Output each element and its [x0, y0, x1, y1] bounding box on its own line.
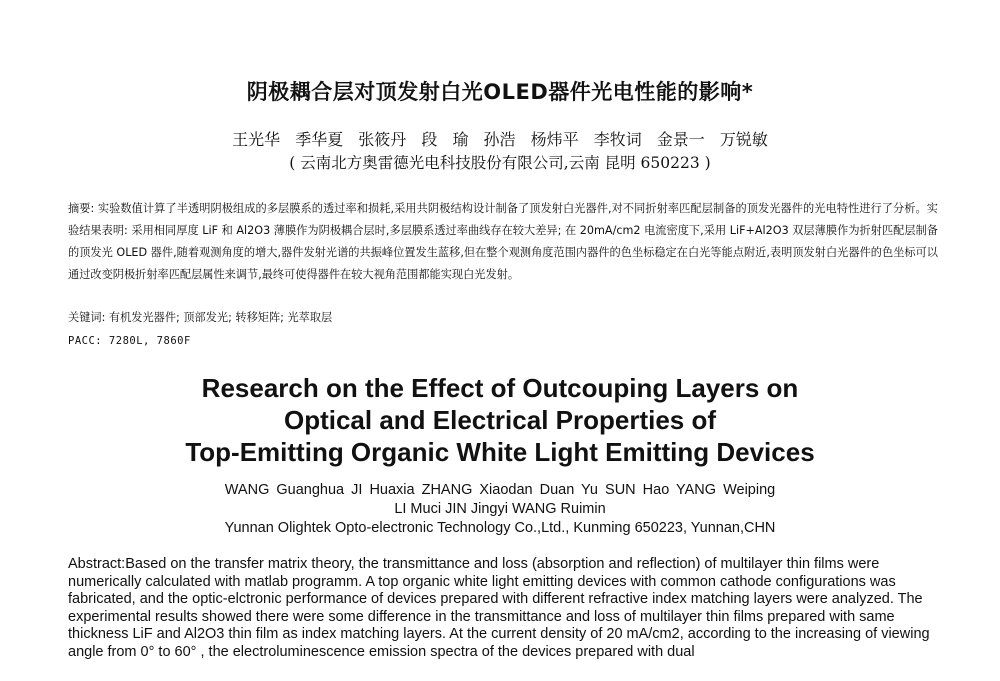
english-abstract: Abstract:Based on the transfer matrix theory, the transmittance and loss (absorption and reflection) of multilayer thin films were numerically calculated with matlab programm. A top organic white light emitting devices with common cathode configurations was fabricated, and the optic-elctronic performance of devices prepared with different refractive index matching layers were analyzed. The experimental results showed there were some difference in the transmittance and loss of multilayer thin films prepared with same thickness LiF and Al2O3 thin film as index matching layers. At the current density of 20 mA/cm2, according to the increasing of viewing angle from 0° to 60° , the electroluminescence emission spectra of the devices prepared with dual: [68, 556, 930, 660]
english-title-line-3: Top-Emitting Organic White Light Emitting Devices: [185, 437, 815, 467]
english-title-line-1: Research on the Effect of Outcouping Layers on: [201, 373, 799, 403]
pacc-codes: PACC: 7280L, 7860F: [68, 335, 191, 347]
english-title: [0, 372, 1000, 468]
english-title-line-2: Optical and Electrical Properties of: [283, 405, 717, 435]
chinese-authors: 王光华 季华夏 张筱丹 段 瑜 孙浩 杨炜平 李牧词 金景一 万锐敏: [232, 130, 768, 149]
english-authors: [0, 481, 1000, 519]
chinese-affiliation: ( 云南北方奥雷德光电科技股份有限公司,云南 昆明 650223 ): [289, 154, 711, 172]
english-authors-line-2: LI Muci JIN Jingyi WANG Ruimin: [394, 501, 606, 517]
english-authors-line-1: WANG Guanghua JI Huaxia ZHANG Xiaodan Duan Yu SUN Hao YANG Weiping: [224, 482, 776, 498]
chinese-abstract: 摘要: 实验数值计算了半透明阴极组成的多层膜系的透过率和损耗,采用共阴极结构设计制备了顶发射白光器件,对不同折射率匹配层制备的顶发光器件的光电特性进行了分析。实验结果表明: 采用相同厚度 LiF 和 Al2O3 薄膜作为阴极耦合层时,多层膜系透过率曲线存在较大差异; 在 20mA/cm2 电流密度下,采用 LiF+Al2O3 双层薄膜作为折射匹配层制备的顶发光 OLED 器件,随着观测角度的增大,器件发射光谱的共振峰位置发生蓝移,但在整个观测角度范围内器件的色坐标稳定在白光等能点附近,表明顶发射白光器件的色坐标可以通过改变阴极折射率匹配层属性来调节,最终可使得器件在较大视角范围都能实现白光发射。: [68, 202, 938, 281]
chinese-title: 阴极耦合层对顶发射白光OLED器件光电性能的影响*: [246, 80, 754, 104]
chinese-keywords: 关键词: 有机发光器件; 顶部发光; 转移矩阵; 光萃取层: [68, 311, 333, 324]
english-affiliation: Yunnan Olightek Opto-electronic Technology Co.,Ltd., Kunming 650223, Yunnan,CHN: [224, 520, 776, 536]
